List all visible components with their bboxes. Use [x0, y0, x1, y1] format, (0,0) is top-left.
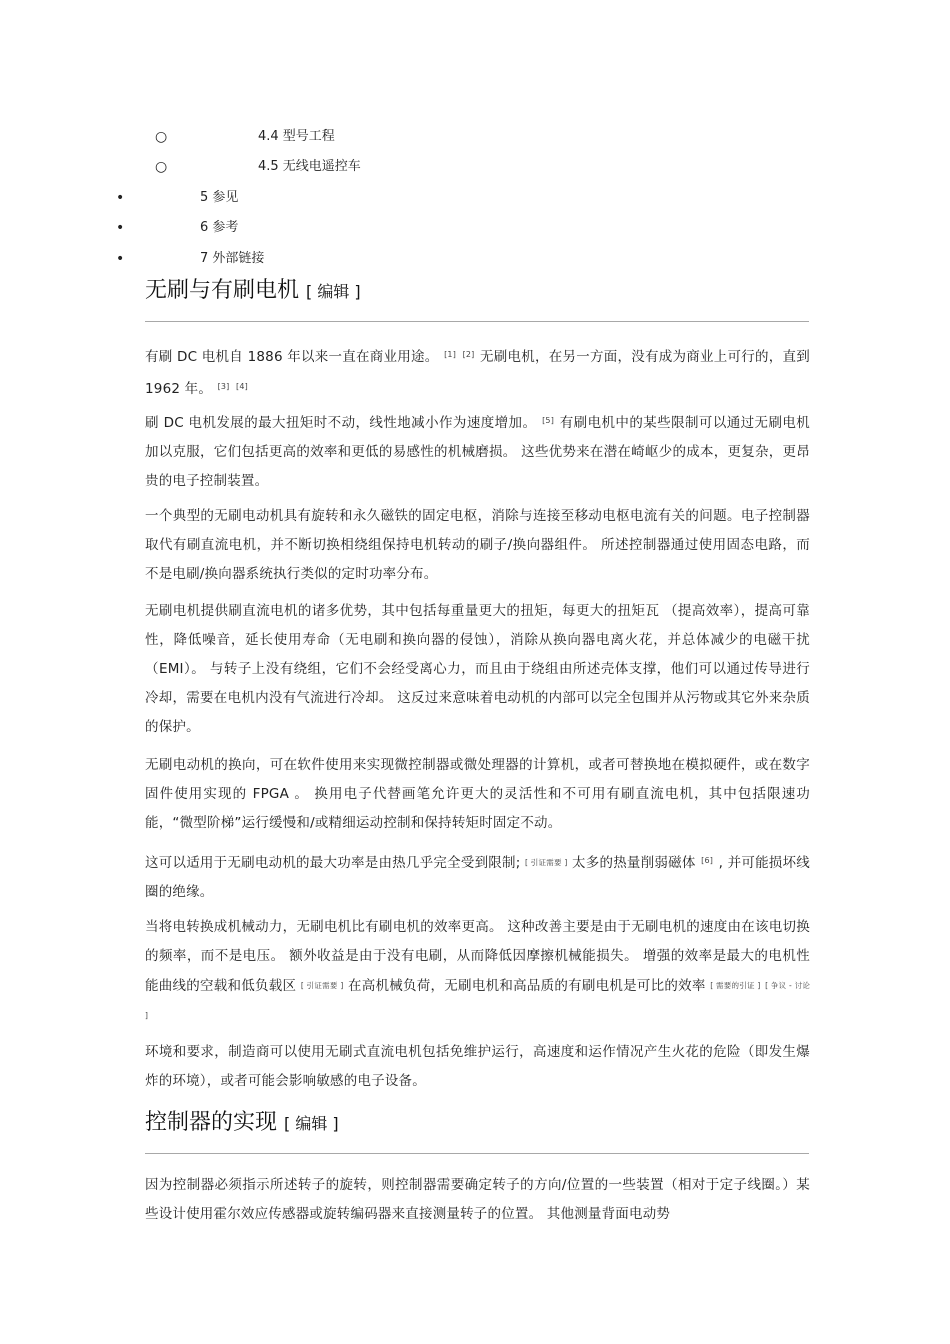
paragraph-text: , 并可能损坏线圈的绝缘。 — [145, 855, 810, 900]
citation-needed-tag[interactable]: [ 需要的引证 ] — [710, 981, 761, 990]
citation-link[interactable]: [1] — [444, 350, 457, 359]
citation-link[interactable]: [4] — [236, 382, 248, 391]
edit-link[interactable]: [ 编辑 ] — [306, 282, 361, 301]
toc-link-label[interactable]: 7 外部链接 — [200, 251, 265, 266]
toc-link-label[interactable]: 4.5 无线电遥控车 — [258, 159, 361, 174]
section-title: 控制器的实现 — [145, 1110, 278, 1135]
dispute-tag[interactable]: [ 争议 - 讨论 ] — [145, 981, 811, 1020]
section-heading-controller — [145, 1108, 810, 1139]
citation-needed-tag[interactable]: [ 引证需要 ] — [300, 981, 344, 990]
citation-link[interactable]: [2] — [462, 350, 475, 359]
citation-link[interactable]: [5] — [542, 416, 555, 425]
paragraph: 因为控制器必须指示所述转子的旋转，则控制器需要确定转子的方向/位置的一些装置（相对于定子线圈。）某些设计使用霍尔效应传感器或旋转编码器来直接测量转子的位置。 其他测量背面电动势 — [145, 1177, 810, 1222]
toc-bullet: • — [116, 251, 125, 267]
paragraph: 环境和要求，制造商可以使用无刷式直流电机包括免维护运行，高速度和运作情况产生火花的危险（即发生爆炸的环境），或者可能会影响敏感的电子设备。 — [145, 1044, 810, 1089]
paragraph: 一个典型的无刷电动机具有旋转和永久磁铁的固定电枢，消除与连接至移动电枢电流有关的问题。电子控制器取代有刷直流电机，并不断切换相绕组保持电机转动的刷子/换向器组件。 所述控制器通过使用固态电路，而不是电刷/换向器系统执行类似的定时功率分布。 — [145, 508, 810, 582]
paragraph — [145, 913, 810, 1031]
paragraph: 无刷电机提供刷直流电机的诸多优势，其中包括每重量更大的扭矩，每更大的扭矩瓦 （提高效率），提高可靠性，降低噪音，延长使用寿命（无电刷和换向器的侵蚀），消除从换向器电离火花，并总体减少的电磁干扰 （EMI）。 与转子上没有绕组，它们不会经受离心力，而且由于绕组由所述壳体支撑，他们可以通过传导进行冷却，需要在电机内没有气流进行冷却。 这反过来意味着电动机的内部可以完全包围并从污物或其它外来杂质的保护。 — [145, 603, 810, 735]
paragraph-text: 有刷 DC 电机自 1886 年以来一直在商业用途。 — [145, 349, 439, 365]
paragraph-text: 这可以适用于无刷电动机的最大功率是由热几乎完全受到限制; — [145, 855, 521, 871]
paragraph — [145, 340, 810, 404]
paragraph — [145, 406, 810, 496]
section-title: 无刷与有刷电机 — [145, 278, 300, 303]
paragraph-text: 当将电转换成机械动力，无刷电机比有刷电机的效率更高。 这种改善主要是由于无刷电机的速度由在该电切换的频率，而不是电压。 额外收益是由于没有电刷，从而降低因摩擦机械能损失。 增强的效率是最大的电机性能曲线的空载和低负载区 — [145, 919, 810, 994]
section-heading-brushless-vs-brushed — [145, 276, 810, 307]
section-divider — [145, 321, 809, 322]
edit-link[interactable]: [ 编辑 ] — [284, 1114, 339, 1133]
paragraph-text: 在高机械负荷，无刷电机和高品质的有刷电机是可比的效率 — [348, 978, 706, 994]
toc-bullet: • — [116, 190, 125, 206]
paragraph-text: 有刷电机中的某些限制可以通过无刷电机加以克服，它们包括更高的效率和更低的易感性的机械磨损。 这些优势来在潜在崎岖少的成本，更复杂，更昂贵的电子控制装置。 — [145, 415, 810, 489]
toc-sub-bullet: ○ — [155, 129, 168, 145]
toc-link-label[interactable]: 5 参见 — [200, 190, 239, 205]
toc-link-label[interactable]: 4.4 型号工程 — [258, 129, 335, 144]
paragraph-text: 太多的热量削弱磁体 — [572, 855, 696, 871]
toc-link-label[interactable]: 6 参考 — [200, 220, 239, 235]
citation-link[interactable]: [6] — [701, 856, 714, 865]
paragraph-text: 刷 DC 电机发展的最大扭矩时不动，线性地减小作为速度增加。 — [145, 415, 537, 431]
paragraph-text: 无刷电机，在另一方面，没有成为商业上可行的，直到 1962 年。 — [145, 349, 810, 397]
citation-link[interactable]: [3] — [217, 382, 230, 391]
toc-sub-bullet: ○ — [155, 159, 168, 175]
section-divider — [145, 1153, 809, 1154]
paragraph: 无刷电动机的换向，可在软件使用来实现微控制器或微处理器的计算机，或者可替换地在模拟硬件，或在数字固件使用实现的 FPGA 。 换用电子代替画笔允许更大的灵活性和不可用有刷直流电机，其中包括限速功能，“微型阶梯”运行缓慢和/或精细运动控制和保持转矩时固定不动。 — [145, 757, 810, 831]
citation-needed-tag[interactable]: [ 引证需要 ] — [525, 858, 568, 867]
toc-bullet: • — [116, 220, 125, 236]
paragraph — [145, 846, 810, 907]
